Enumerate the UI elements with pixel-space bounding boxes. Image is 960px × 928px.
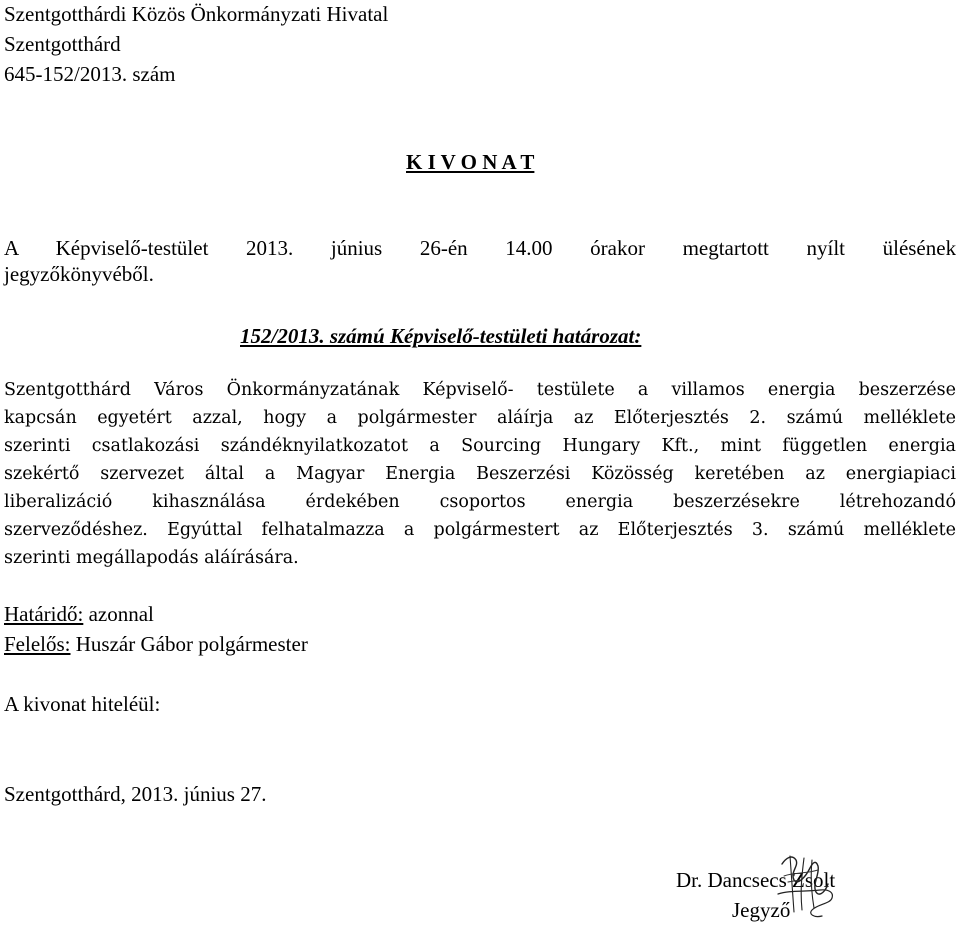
office-city: Szentgotthárd (4, 32, 121, 56)
body-line-2: kapcsán egyetért azzal, hogy a polgármester aláírja az Előterjesztés 2. számú melléklete (4, 408, 956, 428)
place-date: Szentgotthárd, 2013. június 27. (4, 782, 267, 806)
body-line-7: szerinti megállapodás aláírására. (4, 548, 299, 568)
deadline-row (4, 602, 154, 626)
responsible-label: Felelős: (4, 632, 71, 656)
handwritten-signature (760, 850, 850, 928)
deadline-label: Határidő: (4, 602, 84, 626)
body-line-4: szekértő szervezet által a Magyar Energia Beszerzési Közösség keretében az energiapiaci (4, 464, 956, 484)
document-title: K I V O N A T (406, 150, 535, 174)
resolution-title: 152/2013. számú Képviselő-testületi határozat: (240, 324, 642, 348)
signatory-name: Dr. Dancsecs Zsolt (676, 868, 836, 892)
responsible-value: Huszár Gábor polgármester (70, 632, 308, 656)
body-line-1: Szentgotthárd Város Önkormányzatának Képviselő- testülete a villamos energia beszerzése (4, 380, 956, 400)
intro-line-1: A Képviselő-testület 2013. június 26-én 14.00 órakor megtartott nyílt ülésének (4, 236, 956, 260)
body-line-3: szerinti csatlakozási szándéknyilatkozatot a Sourcing Hungary Kft., mint független energia (4, 436, 956, 456)
document-number: 645-152/2013. szám (4, 62, 176, 86)
certification-text: A kivonat hiteléül: (4, 692, 161, 716)
office-name: Szentgotthárdi Közös Önkormányzati Hivatal (4, 2, 389, 26)
signatory-role: Jegyző (732, 898, 791, 922)
responsible-row (4, 632, 308, 656)
intro-line-2: jegyzőkönyvéből. (4, 262, 154, 286)
body-line-5: liberalizáció kihasználása érdekében csoportos energia beszerzésekre létrehozandó (4, 492, 956, 512)
deadline-value: azonnal (83, 602, 154, 626)
body-line-6: szerveződéshez. Egyúttal felhatalmazza a polgármestert az Előterjesztés 3. számú melléklete (4, 520, 956, 540)
